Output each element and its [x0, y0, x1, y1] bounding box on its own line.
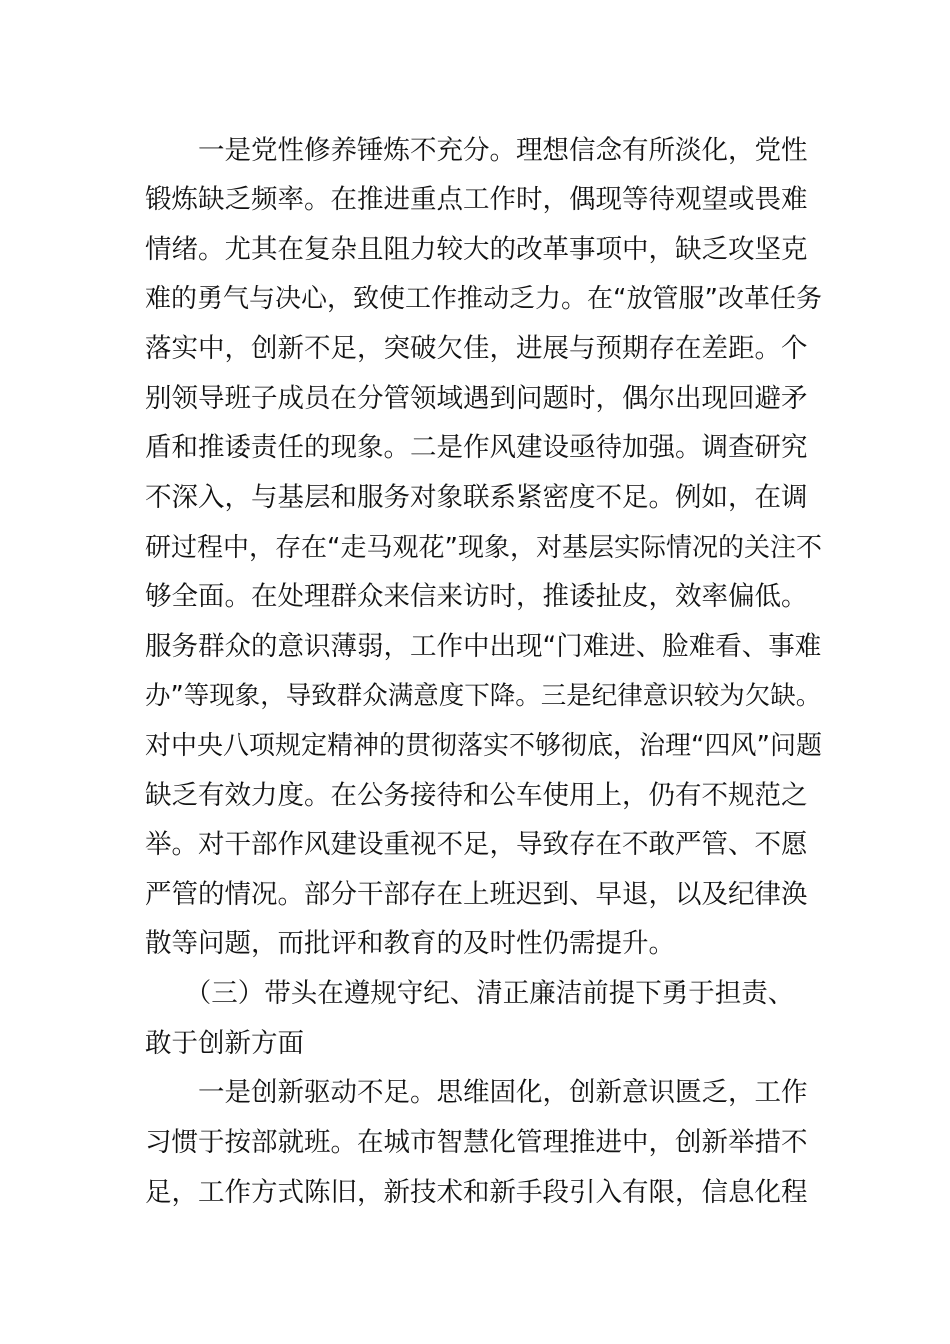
- text-line: 足，工作方式陈旧，新技术和新手段引入有限，信息化程: [145, 1177, 808, 1208]
- text-line: 盾和推诿责任的现象。二是作风建设亟待加强。调查研究: [145, 432, 808, 463]
- text-line: 情绪。尤其在复杂且阻力较大的改革事项中，缺乏攻坚克: [145, 234, 808, 265]
- text-line: 服务群众的意识薄弱，工作中出现“门难进、脸难看、事难: [145, 631, 822, 662]
- text-line: 落实中，创新不足，突破欠佳，进展与预期存在差距。个: [145, 333, 808, 364]
- text-line: 严管的情况。部分干部存在上班迟到、早退，以及纪律涣: [145, 879, 808, 910]
- section-heading: （三）带头在遵规守纪、清正廉洁前提下勇于担责、: [145, 978, 795, 1009]
- text-line: 对中央八项规定精神的贯彻落实不够彻底，治理“四风”问题: [145, 731, 822, 761]
- text-line: 够全面。在处理群众来信来访时，推诿扯皮，效率偏低。: [145, 581, 808, 612]
- text-line: 不深入，与基层和服务对象联系紧密度不足。例如，在调: [145, 482, 808, 513]
- text-line: 散等问题，而批评和教育的及时性仍需提升。: [145, 928, 675, 959]
- text-line: 锻炼缺乏频率。在推进重点工作时，偶现等待观望或畏难: [145, 184, 808, 215]
- text-line: 难的勇气与决心，致使工作推动乏力。在“放管服”改革任务: [145, 284, 822, 314]
- section-heading: 敢于创新方面: [145, 1028, 304, 1059]
- text-line: 研过程中，存在“走马观花”现象，对基层实际情况的关注不: [145, 533, 822, 563]
- text-line: 别领导班子成员在分管领域遇到问题时，偶尔出现回避矛: [145, 383, 808, 414]
- text-line: 一是党性修养锤炼不充分。理想信念有所淡化，党性: [145, 135, 808, 166]
- text-line: 缺乏有效力度。在公务接待和公车使用上，仍有不规范之: [145, 780, 808, 811]
- text-line: 习惯于按部就班。在城市智慧化管理推进中，创新举措不: [145, 1127, 808, 1158]
- text-line: 一是创新驱动不足。思维固化，创新意识匮乏，工作: [145, 1077, 808, 1108]
- text-line: 办”等现象，导致群众满意度下降。三是纪律意识较为欠缺。: [145, 681, 822, 711]
- text-line: 举。对干部作风建设重视不足，导致存在不敢严管、不愿: [145, 829, 808, 860]
